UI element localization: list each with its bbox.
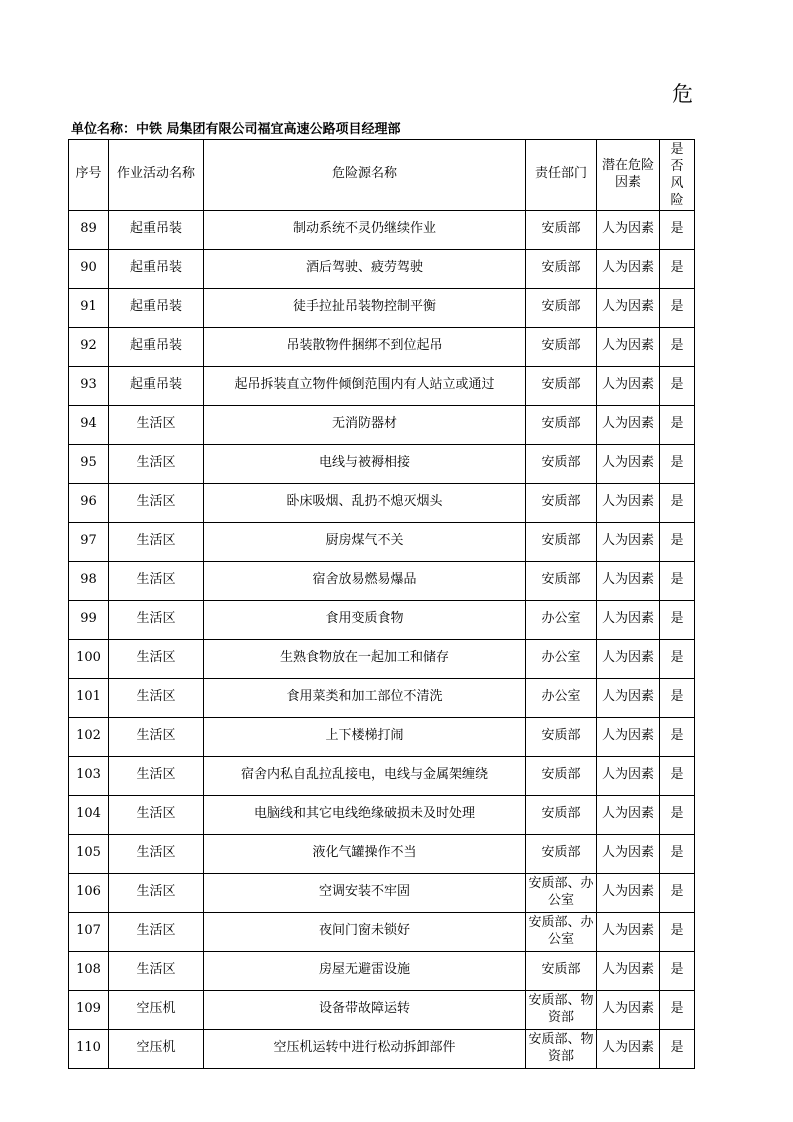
cell-factor: 人为因素 <box>597 249 660 288</box>
cell-seq: 109 <box>69 990 109 1029</box>
table-row <box>69 912 695 951</box>
cell-risk-flag: 是 <box>660 1029 695 1068</box>
cell-activity: 生活区 <box>109 522 204 561</box>
cell-activity: 生活区 <box>109 717 204 756</box>
cell-seq: 91 <box>69 288 109 327</box>
cell-factor: 人为因素 <box>597 717 660 756</box>
cell-hazard: 夜间门窗未锁好 <box>204 912 526 951</box>
cell-hazard: 厨房煤气不关 <box>204 522 526 561</box>
cell-hazard: 起吊拆装直立物件倾倒范围内有人站立或通过 <box>204 366 526 405</box>
cell-dept: 办公室 <box>526 639 597 678</box>
cell-hazard: 食用变质食物 <box>204 600 526 639</box>
cell-hazard: 空压机运转中进行松动拆卸部件 <box>204 1029 526 1068</box>
cell-activity: 生活区 <box>109 834 204 873</box>
cell-factor: 人为因素 <box>597 873 660 912</box>
table-row <box>69 873 695 912</box>
cell-risk-flag: 是 <box>660 249 695 288</box>
cell-activity: 起重吊装 <box>109 249 204 288</box>
cell-activity: 生活区 <box>109 561 204 600</box>
cell-risk-flag: 是 <box>660 795 695 834</box>
cell-hazard: 徒手拉扯吊装物控制平衡 <box>204 288 526 327</box>
cell-dept: 安质部 <box>526 951 597 990</box>
cell-seq: 89 <box>69 210 109 249</box>
page-title: 危 <box>672 82 693 106</box>
cell-factor: 人为因素 <box>597 405 660 444</box>
table-row <box>69 288 695 327</box>
cell-risk-flag: 是 <box>660 405 695 444</box>
cell-hazard: 宿舍内私自乱拉乱接电，电线与金属架缠绕 <box>204 756 526 795</box>
cell-activity: 起重吊装 <box>109 288 204 327</box>
cell-hazard: 食用菜类和加工部位不清洗 <box>204 678 526 717</box>
table-row <box>69 834 695 873</box>
cell-hazard: 酒后驾驶、疲劳驾驶 <box>204 249 526 288</box>
cell-factor: 人为因素 <box>597 1029 660 1068</box>
cell-seq: 90 <box>69 249 109 288</box>
cell-activity: 生活区 <box>109 912 204 951</box>
cell-seq: 108 <box>69 951 109 990</box>
cell-activity: 生活区 <box>109 678 204 717</box>
col-header-hazard: 危险源名称 <box>204 140 526 211</box>
cell-risk-flag: 是 <box>660 717 695 756</box>
cell-dept: 安质部 <box>526 444 597 483</box>
hazard-table <box>68 139 695 1069</box>
cell-factor: 人为因素 <box>597 522 660 561</box>
table-row <box>69 366 695 405</box>
cell-hazard: 宿舍放易燃易爆品 <box>204 561 526 600</box>
cell-activity: 空压机 <box>109 1029 204 1068</box>
cell-dept: 安质部 <box>526 834 597 873</box>
flag-header-char: 险 <box>670 192 684 208</box>
cell-risk-flag: 是 <box>660 834 695 873</box>
cell-hazard: 电脑线和其它电线绝缘破损未及时处理 <box>204 795 526 834</box>
cell-dept: 安质部 <box>526 795 597 834</box>
cell-dept: 安质部 <box>526 288 597 327</box>
cell-risk-flag: 是 <box>660 639 695 678</box>
table-row <box>69 483 695 522</box>
cell-hazard: 卧床吸烟、乱扔不熄灭烟头 <box>204 483 526 522</box>
cell-risk-flag: 是 <box>660 210 695 249</box>
cell-dept: 办公室 <box>526 600 597 639</box>
cell-activity: 生活区 <box>109 756 204 795</box>
cell-dept: 安质部、办公室 <box>526 912 597 951</box>
cell-dept: 安质部、物资部 <box>526 990 597 1029</box>
cell-hazard: 制动系统不灵仍继续作业 <box>204 210 526 249</box>
cell-factor: 人为因素 <box>597 210 660 249</box>
cell-factor: 人为因素 <box>597 951 660 990</box>
cell-activity: 生活区 <box>109 873 204 912</box>
cell-risk-flag: 是 <box>660 990 695 1029</box>
cell-hazard: 电线与被褥相接 <box>204 444 526 483</box>
cell-seq: 99 <box>69 600 109 639</box>
cell-seq: 106 <box>69 873 109 912</box>
cell-seq: 107 <box>69 912 109 951</box>
cell-risk-flag: 是 <box>660 600 695 639</box>
cell-dept: 办公室 <box>526 678 597 717</box>
cell-factor: 人为因素 <box>597 366 660 405</box>
col-header-seq: 序号 <box>69 140 109 211</box>
cell-hazard: 无消防器材 <box>204 405 526 444</box>
cell-activity: 起重吊装 <box>109 366 204 405</box>
cell-risk-flag: 是 <box>660 678 695 717</box>
cell-dept: 安质部 <box>526 756 597 795</box>
flag-header-char: 是 <box>670 142 684 157</box>
cell-factor: 人为因素 <box>597 600 660 639</box>
table-row <box>69 756 695 795</box>
cell-factor: 人为因素 <box>597 327 660 366</box>
cell-seq: 98 <box>69 561 109 600</box>
cell-factor: 人为因素 <box>597 795 660 834</box>
table-row <box>69 249 695 288</box>
cell-factor: 人为因素 <box>597 912 660 951</box>
table-row <box>69 951 695 990</box>
cell-seq: 96 <box>69 483 109 522</box>
cell-risk-flag: 是 <box>660 873 695 912</box>
cell-seq: 104 <box>69 795 109 834</box>
cell-dept: 安质部、物资部 <box>526 1029 597 1068</box>
cell-seq: 97 <box>69 522 109 561</box>
cell-factor: 人为因素 <box>597 444 660 483</box>
cell-dept: 安质部 <box>526 561 597 600</box>
table-row <box>69 405 695 444</box>
cell-risk-flag: 是 <box>660 288 695 327</box>
cell-activity: 生活区 <box>109 444 204 483</box>
cell-risk-flag: 是 <box>660 327 695 366</box>
cell-dept: 安质部 <box>526 522 597 561</box>
cell-activity: 生活区 <box>109 600 204 639</box>
cell-hazard: 设备带故障运转 <box>204 990 526 1029</box>
cell-dept: 安质部 <box>526 717 597 756</box>
cell-hazard: 液化气罐操作不当 <box>204 834 526 873</box>
cell-dept: 安质部 <box>526 483 597 522</box>
cell-seq: 102 <box>69 717 109 756</box>
cell-dept: 安质部 <box>526 210 597 249</box>
cell-activity: 空压机 <box>109 990 204 1029</box>
cell-activity: 起重吊装 <box>109 210 204 249</box>
table-row <box>69 795 695 834</box>
cell-dept: 安质部 <box>526 327 597 366</box>
cell-seq: 95 <box>69 444 109 483</box>
cell-activity: 生活区 <box>109 795 204 834</box>
cell-seq: 92 <box>69 327 109 366</box>
cell-risk-flag: 是 <box>660 951 695 990</box>
cell-seq: 100 <box>69 639 109 678</box>
cell-risk-flag: 是 <box>660 444 695 483</box>
cell-seq: 101 <box>69 678 109 717</box>
cell-factor: 人为因素 <box>597 834 660 873</box>
cell-factor: 人为因素 <box>597 483 660 522</box>
unit-name-line: 单位名称：中铁 局集团有限公司福宜高速公路项目经理部 <box>71 122 401 137</box>
cell-hazard: 生熟食物放在一起加工和储存 <box>204 639 526 678</box>
cell-dept: 安质部 <box>526 366 597 405</box>
cell-risk-flag: 是 <box>660 366 695 405</box>
cell-dept: 安质部、办公室 <box>526 873 597 912</box>
cell-activity: 起重吊装 <box>109 327 204 366</box>
col-header-activity: 作业活动名称 <box>109 140 204 211</box>
table-row <box>69 327 695 366</box>
cell-risk-flag: 是 <box>660 561 695 600</box>
col-header-risk-flag <box>660 140 695 211</box>
cell-activity: 生活区 <box>109 951 204 990</box>
cell-factor: 人为因素 <box>597 288 660 327</box>
table-row <box>69 717 695 756</box>
cell-factor: 人为因素 <box>597 990 660 1029</box>
cell-hazard: 上下楼梯打闹 <box>204 717 526 756</box>
table-row <box>69 522 695 561</box>
table-row <box>69 210 695 249</box>
cell-dept: 安质部 <box>526 249 597 288</box>
table-row <box>69 990 695 1029</box>
table-row <box>69 600 695 639</box>
cell-seq: 93 <box>69 366 109 405</box>
cell-activity: 生活区 <box>109 405 204 444</box>
cell-dept: 安质部 <box>526 405 597 444</box>
header-row <box>69 140 695 211</box>
cell-seq: 94 <box>69 405 109 444</box>
col-header-factor: 潜在危险因素 <box>597 140 660 211</box>
cell-factor: 人为因素 <box>597 756 660 795</box>
table-row <box>69 678 695 717</box>
cell-seq: 110 <box>69 1029 109 1068</box>
cell-seq: 103 <box>69 756 109 795</box>
cell-risk-flag: 是 <box>660 912 695 951</box>
cell-risk-flag: 是 <box>660 483 695 522</box>
cell-factor: 人为因素 <box>597 678 660 717</box>
cell-activity: 生活区 <box>109 639 204 678</box>
cell-hazard: 空调安装不牢固 <box>204 873 526 912</box>
flag-header-char: 风 <box>670 175 684 191</box>
table-row <box>69 1029 695 1068</box>
cell-activity: 生活区 <box>109 483 204 522</box>
cell-risk-flag: 是 <box>660 756 695 795</box>
cell-factor: 人为因素 <box>597 561 660 600</box>
table-row <box>69 444 695 483</box>
cell-factor: 人为因素 <box>597 639 660 678</box>
flag-header-char: 否 <box>670 158 684 174</box>
table-row <box>69 561 695 600</box>
cell-risk-flag: 是 <box>660 522 695 561</box>
cell-hazard: 房屋无避雷设施 <box>204 951 526 990</box>
table-row <box>69 639 695 678</box>
cell-seq: 105 <box>69 834 109 873</box>
cell-hazard: 吊装散物件捆绑不到位起吊 <box>204 327 526 366</box>
col-header-dept: 责任部门 <box>526 140 597 211</box>
